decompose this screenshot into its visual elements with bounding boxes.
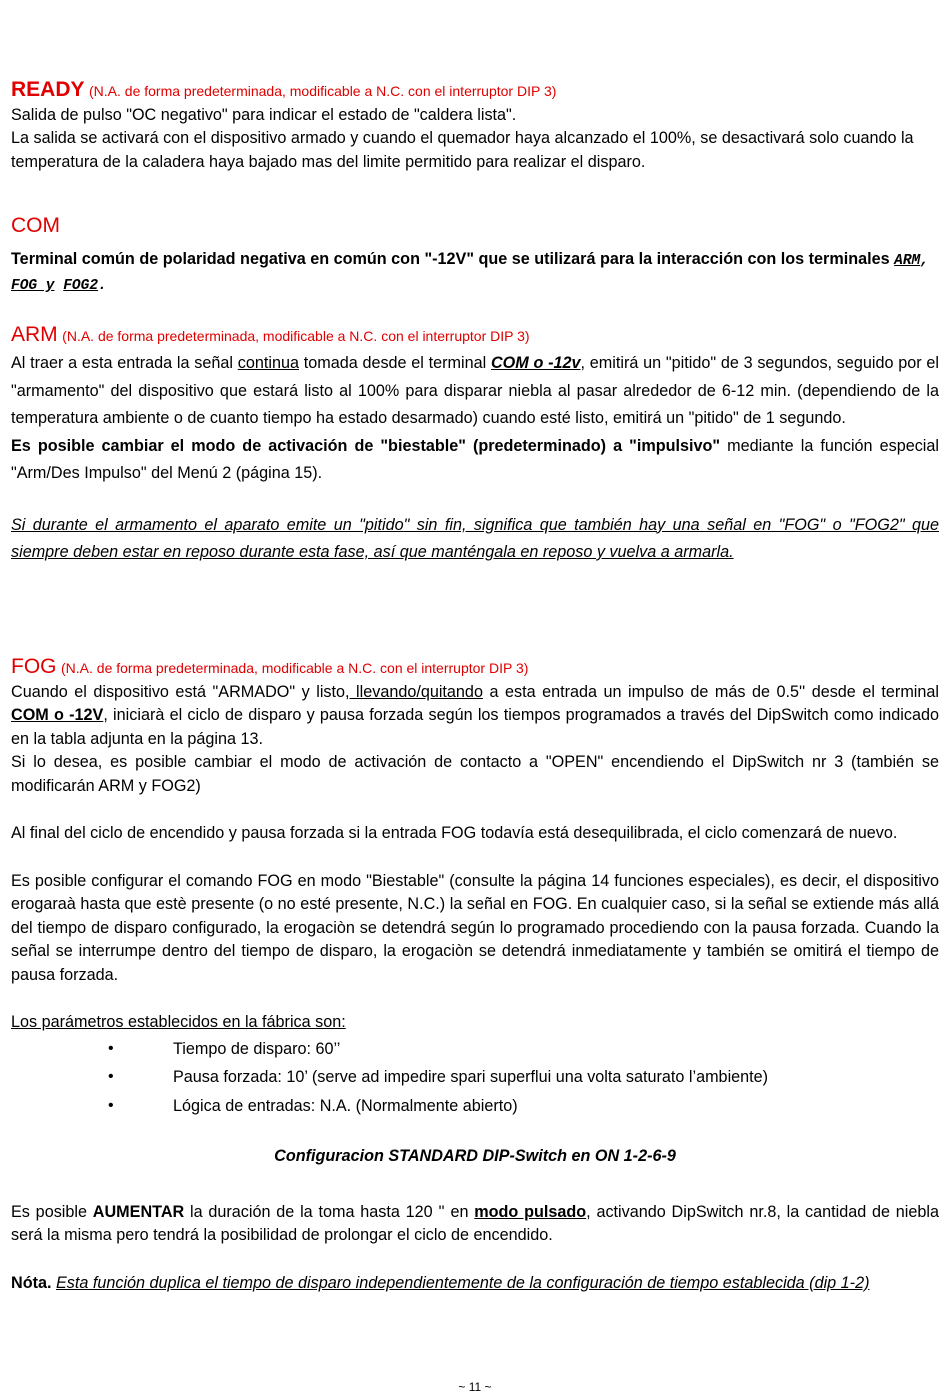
fog-cycle-restart: Al final del ciclo de encendido y pausa forzada si la entrada FOG todavía está desequilibrada, el ciclo comenzará de nuevo. <box>11 824 898 842</box>
fog-increase-bold: AUMENTAR <box>92 1202 185 1221</box>
fog-nota-text: Esta función duplica el tiempo de disparo independientemente de la configuración de tiempo establecida (dip 1-2) <box>55 1273 870 1292</box>
ready-line2: La salida se activará con el dispositivo armado y cuando el quemador haya alcanzado el 100%, se desactivará solo cuando la temperatura de la caladera haya bajado mas del limite permitido para realizar el disparo. <box>11 129 914 171</box>
ready-subtitle: (N.A. de forma predeterminada, modificable a N.C. con el interruptor DIP 3) <box>89 83 557 99</box>
ready-section <box>11 78 939 174</box>
param-text: Pausa forzada: 10’ (serve ad impedire spari superflui una volta saturato l’ambiente) <box>173 1068 769 1086</box>
bullet-icon: • <box>108 1039 114 1057</box>
fog-heading: FOG <box>11 655 57 678</box>
fog-nota-label: Nóta. <box>11 1273 52 1292</box>
fog-text-llevando: llevando/quitando <box>349 682 483 701</box>
fog-subtitle: (N.A. de forma predeterminada, modificable a N.C. con el interruptor DIP 3) <box>61 660 529 676</box>
fog-text-d: , iniciarà el ciclo de disparo y pausa forzada según los tiempos programados a través del DipSwitch como indicado en la tabla adjunta en la página 13. <box>11 706 939 748</box>
arm-section <box>11 322 939 567</box>
bullet-icon: • <box>108 1096 114 1114</box>
fog-open-mode: Si lo desea, es posible cambiar el modo de activación de contacto a "OPEN" encendiendo el DipSwitch nr 3 (también se modificarán ARM y FOG2) <box>11 753 939 795</box>
arm-mode-bold: Es posible cambiar el modo de activación de "biestable" (predeterminado) a "impulsivo" <box>11 436 721 455</box>
arm-text-d: , emitirá un "pitido" de 3 segundos, seguido por el "armamento" del dispositivo que estará listo al 100% para disparar niebla al pasar alrededor de 6-12 min. (dependiendo de la temperatura ambiente o de cuanto tiempo ha estado desarmado) cuando esté listo, emitirá un "pitido" de 1 segundo. <box>11 354 939 427</box>
arm-warning-note: Si durante el armamento el aparato emite un "pitido" sin fin, significa que también hay una señal en "FOG" o "FOG2" que siempre deben estar en reposo durante esta fase, así que manténgala en reposo y vuelva a armarla. <box>11 515 939 561</box>
com-terminal-fog: FOG y <box>11 278 55 294</box>
com-section <box>11 214 939 299</box>
param-text: Tiempo de disparo: 60’’ <box>173 1039 341 1058</box>
com-terminal-arm: ARM <box>894 252 921 269</box>
arm-text-continua: continua <box>237 354 299 372</box>
fog-terminal-com: COM o -12V <box>11 706 104 724</box>
fog-increase-mode: modo pulsado <box>474 1202 587 1221</box>
arm-heading: ARM <box>11 323 58 346</box>
list-item <box>11 1063 939 1092</box>
ready-line1: Salida de pulso "OC negativo" para indicar el estado de "caldera lista". <box>11 105 517 124</box>
list-item <box>11 1092 939 1121</box>
page-number: ~ 11 ~ <box>458 1380 492 1394</box>
com-description: Terminal común de polaridad negativa en común con "-12V" que se utilizará para la interacción con los terminales <box>11 249 890 268</box>
param-text: Lógica de entradas: N.A. (Normalmente abierto) <box>173 1096 518 1115</box>
com-sep2 <box>55 278 64 294</box>
arm-text-a: Al traer a esta entrada la señal <box>11 354 238 372</box>
fog-params-title: Los parámetros establecidos en la fábrica son: <box>11 1013 346 1031</box>
fog-section <box>11 655 939 1295</box>
bullet-icon: • <box>108 1068 114 1085</box>
fog-increase-c: la duración de la toma hasta 120 '' en <box>184 1202 475 1221</box>
com-terminal-fog2: FOG2 <box>63 278 99 294</box>
com-sep1: , <box>920 252 929 269</box>
fog-increase-e: , activando DipSwitch nr.8, la cantidad de niebla será la misma pero tendrá la posibilidad de prolongar el ciclo de encendido. <box>11 1202 940 1244</box>
com-end: . <box>98 278 107 294</box>
list-item <box>11 1035 939 1064</box>
ready-heading: READY <box>11 78 85 101</box>
fog-text-a: Cuando el dispositivo está "ARMADO" y listo, <box>11 682 350 701</box>
fog-bistable: Es posible configurar el comando FOG en modo "Biestable" (consulte la página 14 funciones especiales), es decir, el dispositivo erogaraà hasta que estè presente (o no esté presente, N.C.) la señal en FOG. En cualquier caso, si la señal se extiende más allá del tiempo de disparo configurado, la erogaciòn se detendrá según lo programado procediendo con la pausa forzada. Cuando la señal se interrumpe dentro del tiempo de disparo, la erogaciòn se detendrá inmediatamente y también se omitirá el tiempo de pausa forzada. <box>11 871 939 984</box>
arm-text-b: tomada desde el terminal <box>298 354 491 372</box>
fog-text-b: a esta entrada un impulso de más de 0.5'' desde el terminal <box>482 682 940 701</box>
fog-dip-config: Configuracion STANDARD DIP-Switch en ON 1-2-6-9 <box>274 1147 676 1165</box>
arm-subtitle: (N.A. de forma predeterminada, modificable a N.C. con el interruptor DIP 3) <box>62 328 530 344</box>
fog-increase-a: Es posible <box>11 1202 93 1221</box>
arm-terminal-com: COM o -12v <box>490 354 581 372</box>
fog-params-list <box>11 1035 939 1121</box>
arm-mode-rest: mediante la función especial "Arm/Des Impulso" del Menú 2 (página 15). <box>11 436 939 482</box>
com-heading: COM <box>11 214 60 237</box>
